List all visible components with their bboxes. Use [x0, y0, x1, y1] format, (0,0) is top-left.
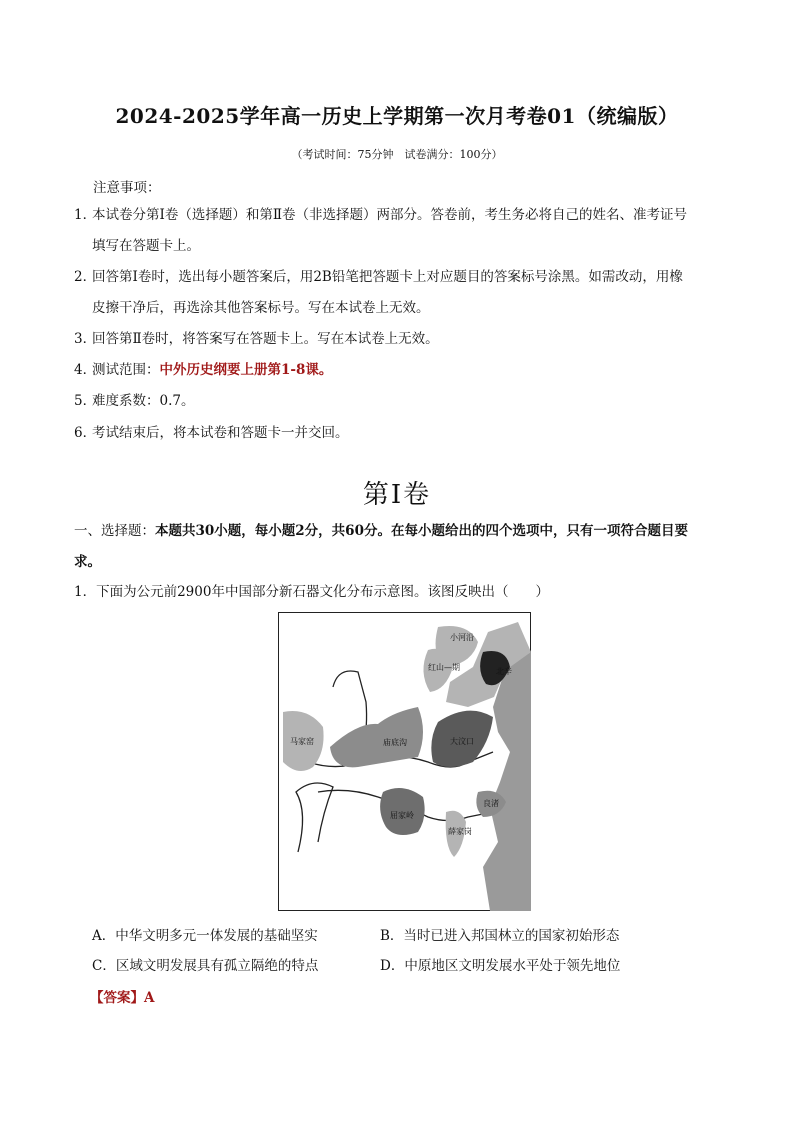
option-text: 区域文明发展具有孤立隔绝的特点	[115, 958, 319, 974]
option-c[interactable]	[92, 952, 318, 980]
note-text: 回答第Ⅱ卷时，将答案写在答题卡上。写在本试卷上无效。	[92, 331, 439, 347]
note-number: 3．	[74, 331, 97, 347]
note-number: 6．	[74, 425, 97, 441]
note-number: 4．	[74, 362, 97, 378]
option-d[interactable]	[380, 952, 620, 980]
neolithic-culture-map	[278, 612, 531, 911]
note-item-1	[74, 200, 726, 262]
note-item-6	[74, 418, 726, 449]
note-continuation: 填写在答题卡上。	[92, 238, 200, 254]
answer-tag: 【答案】	[90, 990, 144, 1006]
option-a[interactable]	[92, 922, 318, 950]
note-text: 本试卷分第Ⅰ卷（选择题）和第Ⅱ卷（非选择题）两部分。答卷前，考生务必将自己的姓名、准考证号	[92, 207, 688, 223]
label-xuejiagang: 薛家岗	[448, 827, 472, 836]
label-liangzhu: 良渚	[483, 799, 499, 808]
note-text: 测试范围：	[92, 362, 160, 378]
exam-time-info: （考试时间：75分钟 试卷满分：100分）	[291, 148, 503, 161]
option-text: 中原地区文明发展水平处于领先地位	[404, 958, 621, 974]
option-text: 当时已进入邦国林立的国家初始形态	[403, 928, 620, 944]
label-dawenkou: 大汶口	[450, 737, 474, 746]
answer-value: A	[144, 990, 155, 1006]
section-title: 第Ⅰ卷	[362, 480, 432, 510]
label-beixin: 北辛	[496, 667, 512, 676]
option-b[interactable]	[380, 922, 619, 950]
answer-line	[90, 984, 154, 1012]
note-number: 5．	[74, 393, 97, 409]
option-key: D．	[380, 958, 405, 974]
label-miaodigou: 庙底沟	[383, 738, 407, 747]
note-item-4	[74, 355, 726, 386]
option-key: A．	[92, 928, 116, 944]
note-text: 难度系数：0.7。	[92, 393, 195, 409]
note-text: 考试结束后，将本试卷和答题卡一并交回。	[92, 425, 349, 441]
note-continuation: 皮擦干净后，再选涂其他答案标号。写在本试卷上无效。	[92, 300, 430, 316]
option-text: 中华文明多元一体发展的基础坚实	[115, 928, 318, 944]
instruction-body: 本题共30小题，每小题2分，共60分。在每小题给出的四个选项中，只有一项符合题目要	[155, 523, 688, 539]
label-qujialing: 屈家岭	[390, 811, 414, 820]
question-1-stem: 1．下面为公元前2900年中国部分新石器文化分布示意图。该图反映出（ ）	[74, 584, 549, 600]
page-title: 2024-2025学年高一历史上学期第一次月考卷01（统编版）	[115, 104, 679, 128]
note-item-5	[74, 386, 726, 417]
option-key: C．	[92, 958, 116, 974]
label-xiaoheyan: 小河沿	[450, 633, 474, 642]
note-number: 2．	[74, 269, 97, 285]
note-item-3	[74, 324, 726, 355]
notes-heading: 注意事项：	[93, 180, 161, 196]
note-number: 1．	[74, 207, 97, 223]
instruction-lead: 一、选择题：	[74, 523, 155, 539]
label-majiayao: 马家窑	[290, 737, 314, 746]
note-item-2	[74, 262, 726, 324]
label-hongshan: 红山—期	[428, 663, 460, 672]
note-text: 回答第Ⅰ卷时，选出每小题答案后，用2B铅笔把答题卡上对应题目的答案标号涂黑。如需改动，用橡	[92, 269, 683, 285]
test-scope-highlight: 中外历史纲要上册第1-8课。	[159, 362, 333, 378]
instruction-continuation: 求。	[74, 554, 101, 570]
option-key: B．	[380, 928, 404, 944]
section-instruction	[74, 516, 726, 578]
